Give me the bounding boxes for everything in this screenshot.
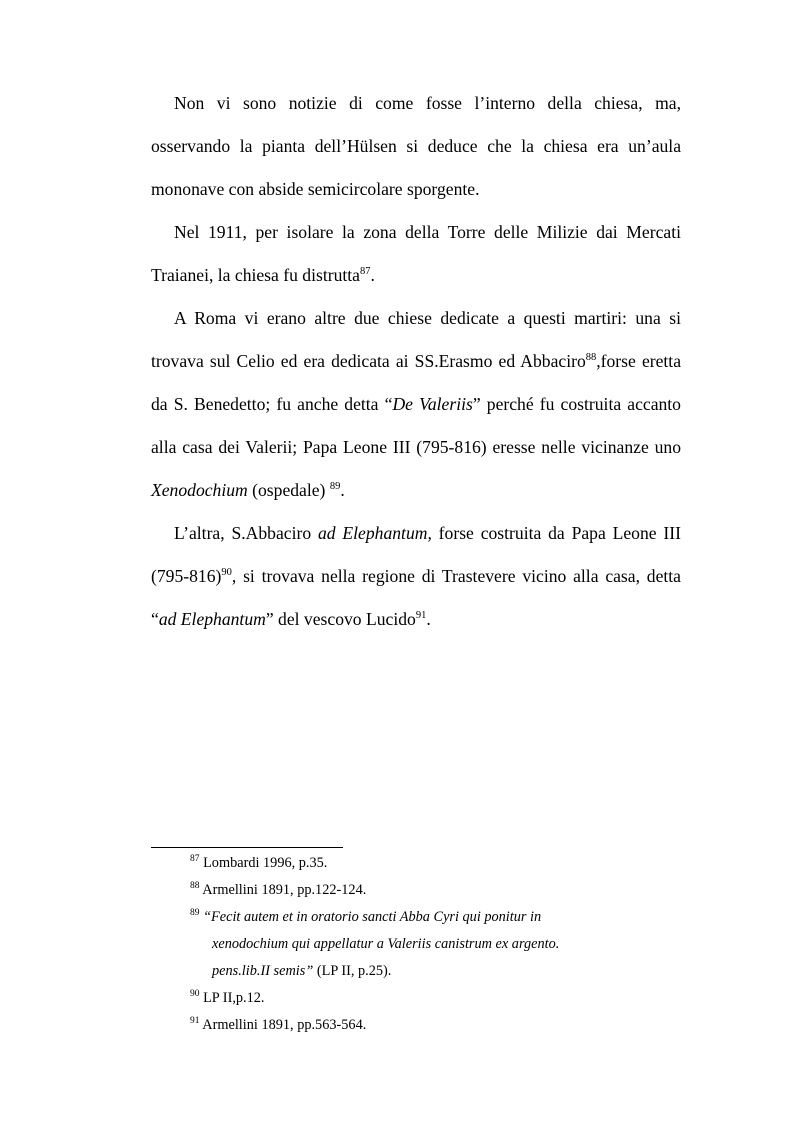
footnote-ref-91[interactable]: 91 bbox=[415, 610, 427, 621]
footnote-91 bbox=[190, 1012, 690, 1039]
footnote-number: 91 bbox=[190, 1016, 200, 1026]
footnote-number: 88 bbox=[190, 881, 200, 891]
footnote-text: Armellini 1891, pp.563-564. bbox=[199, 1017, 367, 1033]
paragraph-3-text-b: ,forse eretta da S. Benedetto; fu anche detta “ bbox=[151, 351, 682, 414]
footnote-text-line-1: “Fecit autem et in oratorio sancti Abba Cyri qui ponitur in bbox=[199, 909, 542, 925]
footnote-separator bbox=[151, 847, 343, 848]
footnotes bbox=[190, 850, 690, 1039]
footnote-ref-87[interactable]: 87 bbox=[359, 266, 371, 277]
footnote-text-line-3: pens.lib.II semis” bbox=[212, 963, 314, 979]
paragraph-4-text-c: , si trovava nella regione di Trastevere vicino alla casa, detta “ bbox=[151, 566, 681, 629]
footnote-89-line-2 bbox=[190, 931, 690, 958]
paragraph-4-text-b: forse costruita da Papa Leone III (795-816) bbox=[151, 523, 681, 586]
paragraph-3-text-d: (ospedale) bbox=[247, 480, 330, 500]
paragraph-3-text-c: ” perché fu costruita accanto alla casa dei Valerii; Papa Leone III (795-816) eresse nelle vicinanze uno bbox=[151, 394, 681, 457]
footnote-text: Lombardi 1996, p.35. bbox=[199, 855, 328, 871]
footnote-text: LP II,p.12. bbox=[199, 990, 265, 1006]
paragraph-3-italic-de-valeriis: De Valeriis bbox=[392, 394, 473, 414]
paragraph-4 bbox=[151, 512, 681, 641]
footnote-90 bbox=[190, 985, 690, 1012]
paragraph-4-text-d: ” del vescovo Lucido bbox=[265, 609, 416, 629]
footnote-ref-89[interactable]: 89 bbox=[329, 481, 341, 492]
footnote-number: 87 bbox=[190, 854, 200, 864]
paragraph-4-italic-ad-elephantum-2: ad Elephantum bbox=[158, 609, 266, 629]
footnote-89-line-3 bbox=[190, 958, 690, 985]
paragraph-3 bbox=[151, 297, 681, 512]
paragraph-1 bbox=[151, 82, 681, 211]
footnote-89 bbox=[190, 904, 690, 931]
paragraph-1-text: Non vi sono notizie di come fosse l’interno della chiesa, ma, osservando la pianta dell’Hülsen si deduce che la chiesa era un’aula mononave con abside semicircolare sporgente. bbox=[151, 93, 681, 199]
footnote-ref-90[interactable]: 90 bbox=[221, 567, 232, 578]
paragraph-4-text-a: L’altra, S.Abbaciro bbox=[174, 523, 318, 543]
paragraph-3-italic-xenodochium: Xenodochium bbox=[151, 480, 248, 500]
paragraph-2-end: . bbox=[370, 265, 375, 285]
footnote-text: Armellini 1891, pp.122-124. bbox=[199, 882, 367, 898]
footnote-ref-88[interactable]: 88 bbox=[585, 352, 597, 363]
paragraph-4-end: . bbox=[426, 609, 431, 629]
footnote-number: 89 bbox=[190, 908, 200, 918]
footnote-text-line-2: xenodochium qui appellatur a Valeriis canistrum ex argento. bbox=[212, 936, 560, 952]
body-text bbox=[151, 82, 681, 641]
footnote-citation: (LP II, p.25). bbox=[313, 963, 392, 979]
paragraph-4-italic-ad-elephantum: ad Elephantum, bbox=[317, 523, 432, 543]
paragraph-3-text-a: A Roma vi erano altre due chiese dedicate a questi martiri: una si trovava sul Celio ed era dedicata ai SS.Erasmo ed Abbaciro bbox=[151, 308, 681, 371]
footnote-87 bbox=[190, 850, 690, 877]
paragraph-2 bbox=[151, 211, 681, 297]
paragraph-2-text: Nel 1911, per isolare la zona della Torre delle Milizie dai Mercati Traianei, la chiesa fu distrutta bbox=[151, 222, 681, 285]
footnote-number: 90 bbox=[190, 989, 200, 999]
paragraph-3-end: . bbox=[340, 480, 345, 500]
footnote-88 bbox=[190, 877, 690, 904]
